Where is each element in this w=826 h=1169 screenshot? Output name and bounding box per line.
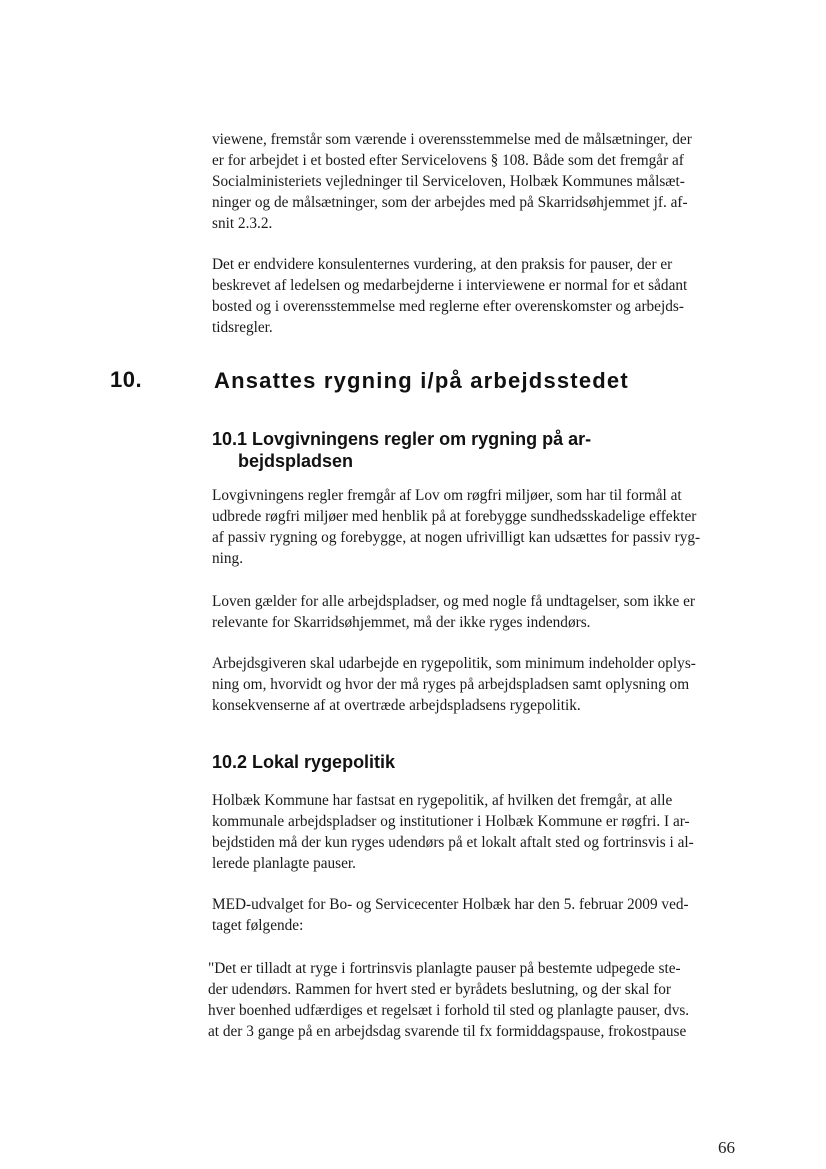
text-line: hver boenhed udfærdiges et regelsæt i forhold til sted og planlagte pauser, dvs. (208, 1002, 690, 1019)
text-line: viewene, fremstår som værende i overensstemmelse med de målsætninger, der (212, 131, 692, 148)
text-line: at der 3 gange på en arbejdsdag svarende til fx formiddagspause, frokostpause (208, 1023, 687, 1040)
chapter-title: Ansattes rygning i/på arbejdsstedet (214, 368, 629, 393)
section-heading-line: bejdspladsen (238, 451, 354, 471)
text-line: bejdstiden må der kun ryges udendørs på et lokalt aftalt sted og fortrinsvis i al- (212, 834, 694, 851)
section-heading-10-1 (212, 428, 591, 472)
paragraph-quote (208, 958, 740, 1042)
text-line: Holbæk Kommune har fastsat en rygepolitik, af hvilken det fremgår, at alle (212, 792, 673, 809)
text-line: beskrevet af ledelsen og medarbejderne i interviewene er normal for et sådant (212, 277, 688, 294)
text-line: af passiv rygning og forebygge, at nogen ufrivilligt kan udsættes for passiv ryg- (212, 529, 701, 546)
paragraph-municipal-policy (212, 790, 744, 874)
text-line: tidsregler. (212, 319, 273, 336)
text-line: taget følgende: (212, 917, 304, 934)
text-line: Det er endvidere konsulenternes vurdering, at den praksis for pauser, der er (212, 256, 673, 273)
paragraph-employer-policy (212, 653, 744, 716)
text-line: Lovgivningens regler fremgår af Lov om røgfri miljøer, som har til formål at (212, 487, 682, 504)
text-line: relevante for Skarridsøhjemmet, må der ikke ryges indendørs. (212, 614, 591, 631)
paragraph-legislation (212, 485, 744, 569)
text-line: ning. (212, 550, 244, 567)
paragraph-scope (212, 591, 744, 633)
chapter-number: 10. (110, 367, 143, 392)
text-line: kommunale arbejdspladser og institutioner i Holbæk Kommune er røgfri. I ar- (212, 813, 690, 830)
text-line: Arbejdsgiveren skal udarbejde en rygepolitik, som minimum indeholder oplys- (212, 655, 696, 672)
text-line: "Det er tilladt at ryge i fortrinsvis planlagte pauser på bestemte udpegede ste- (208, 960, 681, 977)
text-line: der udendørs. Rammen for hvert sted er byrådets beslutning, og der skal for (208, 981, 672, 998)
page-number: 66 (718, 1138, 735, 1157)
text-line: snit 2.3.2. (212, 215, 273, 232)
text-line: Loven gælder for alle arbejdspladser, og med nogle få undtagelser, som ikke er (212, 593, 696, 610)
text-line: MED-udvalget for Bo- og Servicecenter Holbæk har den 5. februar 2009 ved- (212, 896, 689, 913)
text-line: konsekvenserne af at overtræde arbejdspladsens rygepolitik. (212, 697, 581, 714)
section-heading-10-2: 10.2 Lokal rygepolitik (212, 752, 396, 772)
text-line: Socialministeriets vejledninger til Serviceloven, Holbæk Kommunes målsæt- (212, 173, 685, 190)
text-line: er for arbejdet i et bosted efter Servicelovens § 108. Både som det fremgår af (212, 152, 684, 169)
paragraph-intro-continuation (212, 129, 744, 234)
text-line: ninger og de målsætninger, som der arbejdes med på Skarridsøhjemmet jf. af- (212, 194, 688, 211)
text-line: ning om, hvorvidt og hvor der må ryges på arbejdspladsen samt oplysning om (212, 676, 690, 693)
section-heading-line: 10.1 Lovgivningens regler om rygning på ar- (212, 429, 592, 449)
text-line: bosted og i overensstemmelse med reglerne efter overenskomster og arbejds- (212, 298, 684, 315)
text-line: udbrede røgfri miljøer med henblik på at forebygge sundhedsskadelige effekter (212, 508, 697, 525)
text-line: lerede planlagte pauser. (212, 855, 356, 872)
paragraph-pause-assessment (212, 254, 744, 338)
paragraph-med-committee (212, 894, 744, 936)
